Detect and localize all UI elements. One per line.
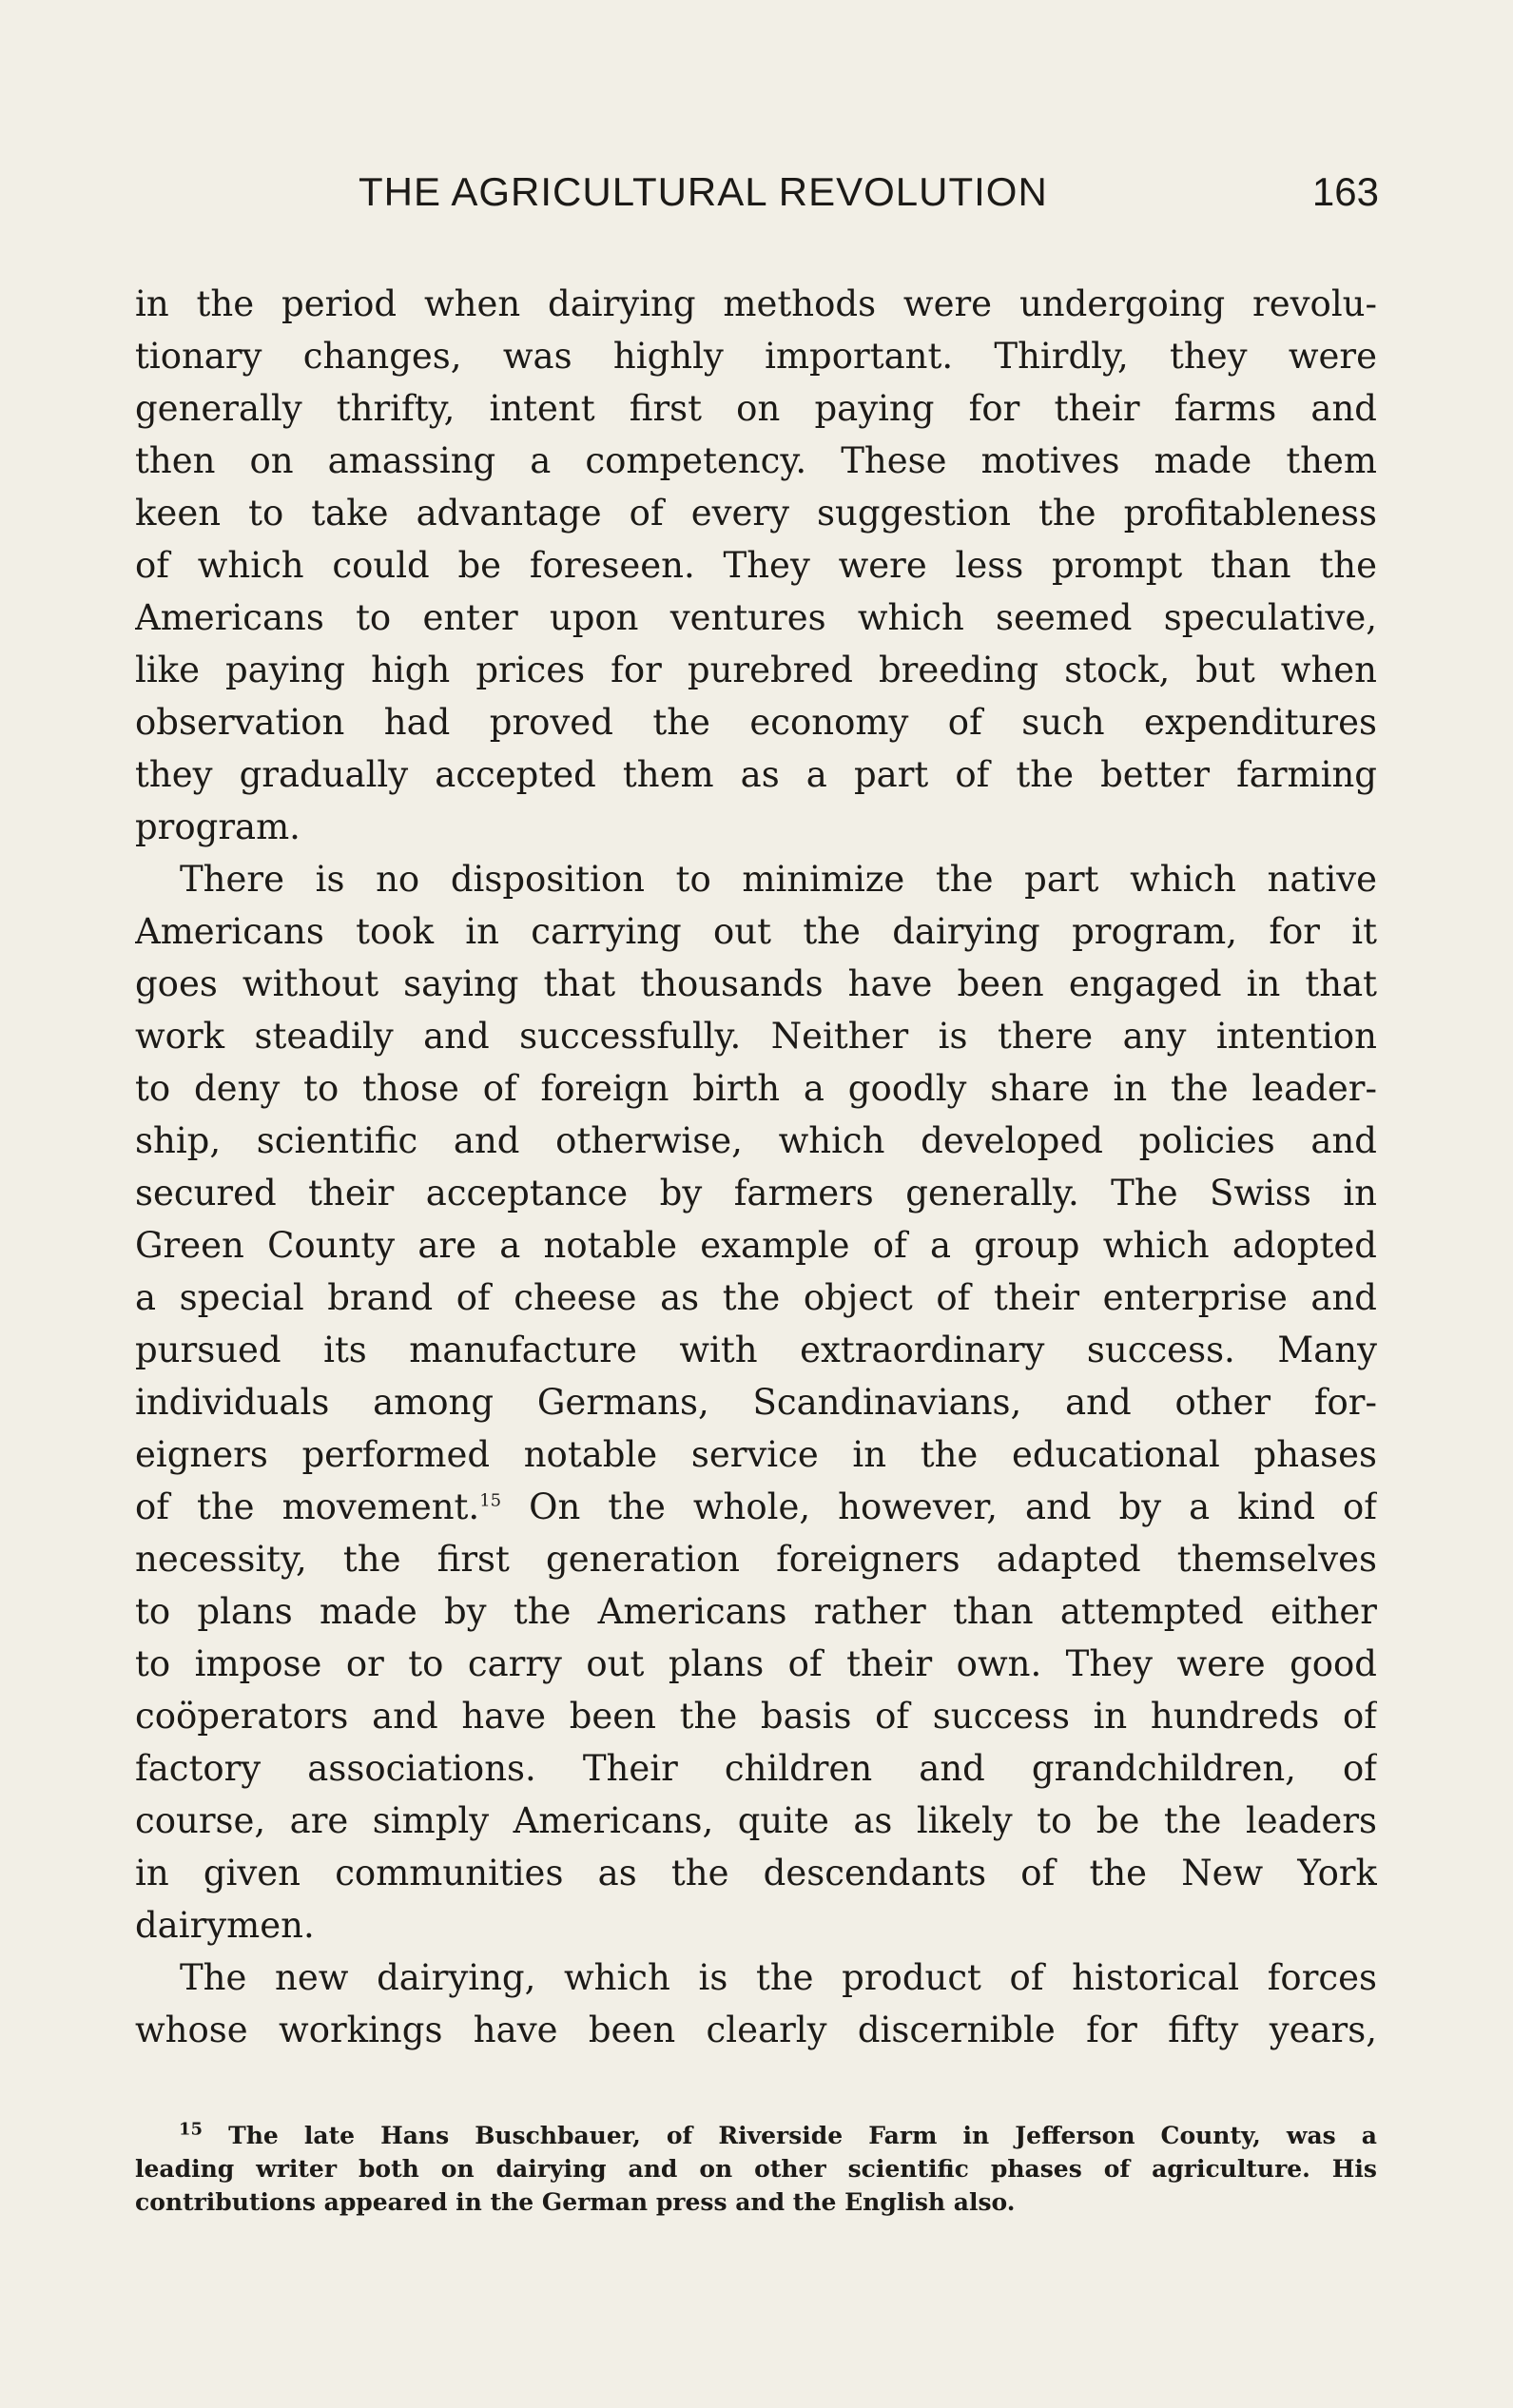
text-line: individuals among Germans, Scandinavians, and other for- [135,1382,1377,1423]
running-title: THE AGRICULTURAL REVOLUTION [359,169,1048,214]
text-line: a special brand of cheese as the object of their enterprise and [135,1277,1377,1318]
text-line: eigners performed notable service in the educational phases [135,1434,1377,1475]
text-line: tionary changes, was highly important. Thirdly, they were [135,336,1377,377]
body-text [135,278,1377,2056]
text-line: pursued its manufacture with extraordinary success. Many [135,1330,1377,1370]
footnote-reference: 15 [479,1490,502,1511]
footnote [135,2119,1377,2219]
text-line: goes without saying that thousands have been engaged in that [135,963,1377,1004]
text-line: in the period when dairying methods were undergoing revolu- [135,283,1377,324]
text-line: generally thrifty, intent first on paying for their farms and [135,388,1377,429]
text-line: Green County are a notable example of a group which adopted [135,1225,1377,1266]
text-line: factory associations. Their children and grandchildren, of [135,1748,1377,1789]
text-line: to impose or to carry out plans of their own. They were good [135,1643,1377,1684]
running-head [133,164,1379,221]
text-line: Americans took in carrying out the dairying program, for it [135,911,1377,952]
text-line: to deny to those of foreign birth a goodly share in the leader- [135,1068,1377,1109]
text-line: work steadily and successfully. Neither is there any intention [135,1016,1377,1057]
text-line: The new dairying, which is the product of historical forces [180,1957,1377,1998]
text-line: course, are simply Americans, quite as likely to be the leaders [135,1800,1377,1841]
text-line: they gradually accepted them as a part of the better farming [135,754,1377,795]
text-line: coöperators and have been the basis of success in hundreds of [135,1696,1377,1737]
text-fragment: On the whole, however, and by a kind of [529,1486,1377,1527]
footnote-line: contributions appeared in the German press and the English also. [135,2188,1016,2216]
text-line: observation had proved the economy of such expenditures [135,702,1377,743]
text-line: then on amassing a competency. These motives made them [135,440,1377,481]
text-line: whose workings have been clearly discernible for fifty years, [135,2010,1377,2050]
text-line: program. [135,806,301,847]
text-line: dairymen. [135,1905,315,1946]
text-line: like paying high prices for purebred breeding stock, but when [135,650,1377,690]
text-line: ship, scientific and otherwise, which developed policies and [135,1120,1377,1161]
text-line: in given communities as the descendants of the New York [135,1853,1377,1893]
footnote-line [135,2119,1377,2152]
page-number: 163 [1311,169,1379,214]
text-line: secured their acceptance by farmers generally. The Swiss in [135,1173,1377,1214]
text-line: There is no disposition to minimize the part which native [180,859,1377,900]
text-line-with-footnote-ref [135,1481,1377,1533]
text-line: necessity, the first generation foreigners adapted themselves [135,1539,1377,1580]
footnote-marker: 15 [179,2119,204,2140]
text-line: Americans to enter upon ventures which seemed speculative, [135,597,1377,638]
footnote-line: leading writer both on dairying and on other scientific phases of agriculture. His [135,2155,1377,2183]
text-line: of which could be foreseen. They were less prompt than the [135,545,1377,586]
footnote-text: The late Hans Buschbauer, of Riverside Farm in Jefferson County, was a [228,2122,1377,2149]
text-line: keen to take advantage of every suggestion the profitableness [135,493,1377,534]
text-fragment: of the movement. [135,1486,480,1527]
text-line: to plans made by the Americans rather than attempted either [135,1591,1377,1632]
